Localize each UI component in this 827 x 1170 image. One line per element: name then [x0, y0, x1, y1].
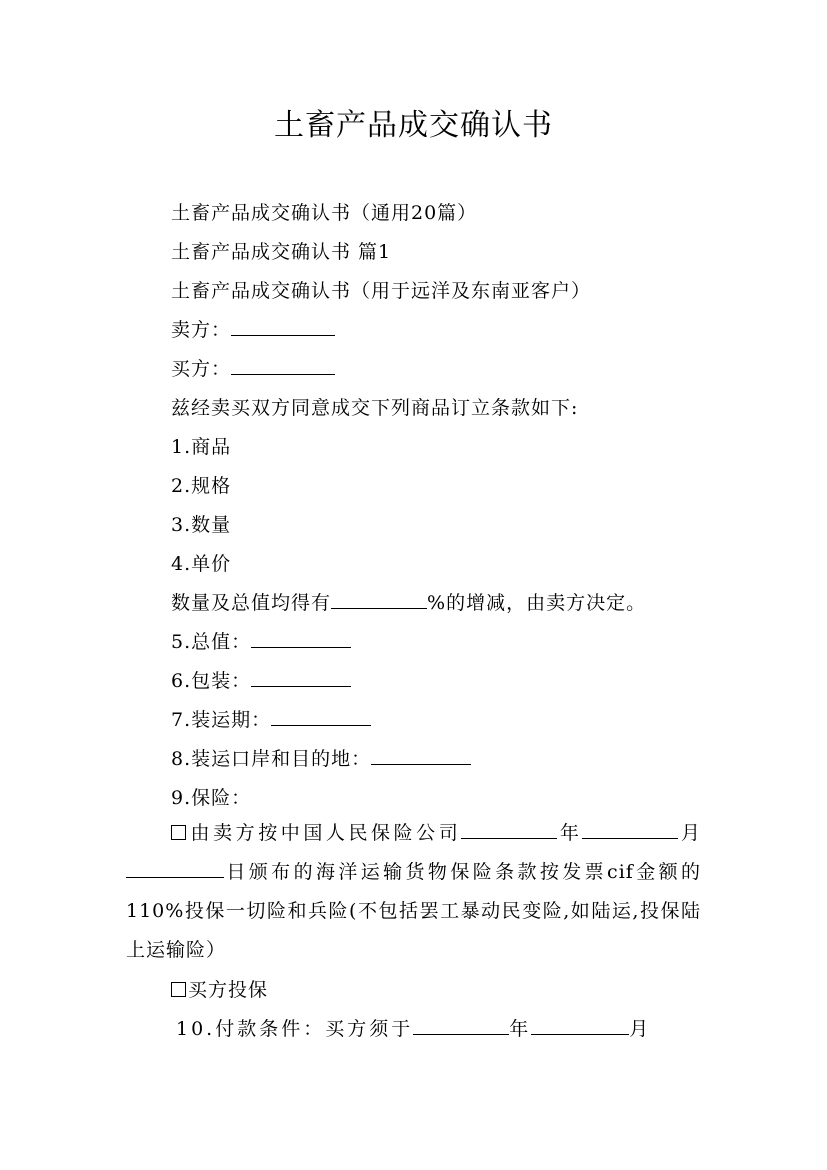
section-heading: 土畜产品成交确认书 篇1	[171, 241, 392, 263]
payment-month-blank	[531, 1015, 629, 1035]
item-port	[171, 744, 471, 771]
payment-terms-line	[176, 1014, 651, 1041]
insurance-rest-text: 日颁布的海洋运输货物保险条款按发票cif金额的110%投保一切险和兵险(不包括罢工暴动民变险,如陆运,投保陆上运输险）	[126, 861, 701, 961]
insurance-month-blank	[582, 819, 678, 839]
subtitle-line: 土畜产品成交确认书（通用20篇）	[171, 202, 478, 224]
insurance-buyer-clause	[171, 975, 268, 1002]
year-label: 年	[557, 822, 583, 844]
insurance-seller-text: 由卖方按中国人民保险公司	[188, 822, 462, 844]
port-blank	[371, 745, 471, 765]
packing-label: 6.包装：	[171, 670, 252, 692]
item-spec: 2.规格	[171, 475, 232, 497]
insurance-seller-clause	[126, 814, 701, 970]
month-label: 月	[678, 822, 701, 844]
item-quantity: 3.数量	[171, 514, 232, 536]
checkbox[interactable]	[171, 982, 186, 997]
document-title: 土畜产品成交确认书	[274, 108, 553, 143]
payment-month-label: 月	[629, 1018, 652, 1040]
quantity-text-b: %的增减，由卖方决定。	[427, 592, 647, 614]
shipment-blank	[271, 706, 371, 726]
insurance-day-blank	[126, 858, 224, 878]
item-total-value	[171, 627, 351, 654]
port-label: 8.装运口岸和目的地：	[171, 748, 372, 770]
seller-line	[171, 315, 335, 342]
item-unit-price: 4.单价	[171, 553, 232, 575]
quantity-tolerance-line	[171, 588, 646, 615]
tolerance-blank	[331, 589, 427, 609]
insurance-year-blank	[461, 819, 557, 839]
total-value-blank	[251, 628, 351, 648]
shipment-label: 7.装运期：	[171, 709, 272, 731]
payment-year-label: 年	[509, 1018, 532, 1040]
payment-year-blank	[413, 1015, 509, 1035]
seller-blank	[231, 316, 335, 336]
total-value-label: 5.总值：	[171, 631, 252, 653]
seller-label: 卖方：	[171, 319, 232, 341]
buyer-line	[171, 354, 335, 381]
item-insurance: 9.保险：	[171, 787, 252, 809]
quantity-text-a: 数量及总值均得有	[171, 592, 332, 614]
buyer-label: 买方：	[171, 358, 232, 380]
buyer-blank	[231, 355, 335, 375]
packing-blank	[251, 667, 351, 687]
intro-line: 兹经卖买双方同意成交下列商品订立条款如下:	[171, 397, 579, 419]
payment-label: 10.付款条件：买方须于	[176, 1018, 414, 1040]
checkbox[interactable]	[171, 825, 186, 840]
item-goods: 1.商品	[171, 436, 232, 458]
item-shipment	[171, 705, 371, 732]
document-heading: 土畜产品成交确认书（用于远洋及东南亚客户）	[171, 280, 592, 302]
insurance-buyer-text: 买方投保	[188, 979, 269, 1001]
item-packing	[171, 666, 351, 693]
